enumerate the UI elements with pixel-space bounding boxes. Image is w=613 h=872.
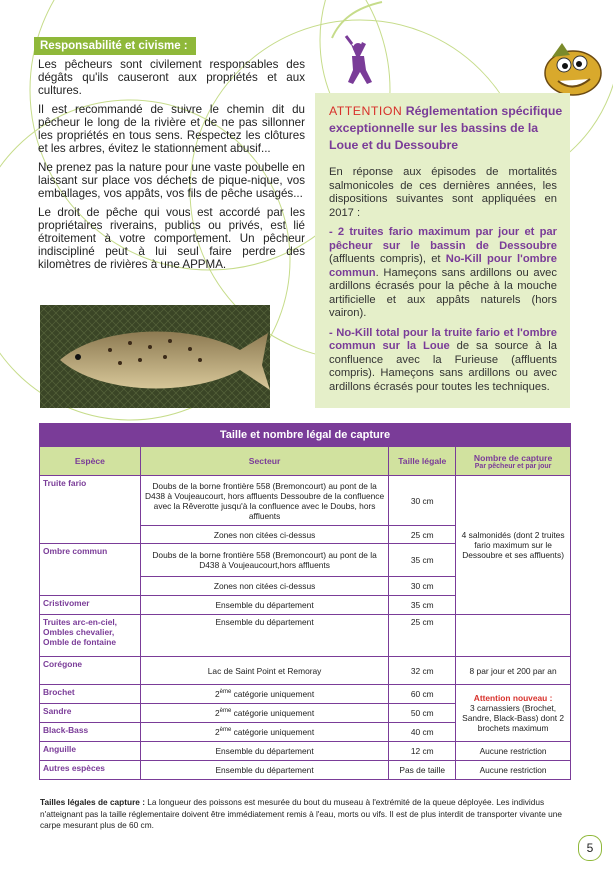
sector-cell: 2ème catégorie uniquement [140,723,388,742]
attention-item-1: - 2 truites fario maximum par jour et par pêcheur sur le bassin de Dessoubre (affluents compris), et No-Kill pour l'ombre commun. Hameçons sans ardillons ou avec ardillons écrasés pour la pêche à la mouche artificielle et aux appâts naturels (hors vairon). [329,226,558,319]
header-secteur: Secteur [140,447,388,476]
quota-cell-empty [456,615,571,657]
size-cell: Pas de taille [389,761,456,780]
left-column-text [38,58,305,277]
fisherman-icon [320,0,390,92]
sector-cell: Ensemble du département [140,615,388,657]
sector-cell: 2ème catégorie uniquement [140,685,388,704]
quota-cell: Aucune restriction [456,761,571,780]
size-cell: 40 cm [389,723,456,742]
species-cell: Black-Bass [40,723,141,742]
paragraph: Il est recommandé de suivre le chemin dit du pêcheur le long de la rivière et de ne pas sillonner les propriétés en tous sens. Respectez les clôtures et les arbres, évitez le stationnement abusif... [38,103,305,155]
size-cell: 25 cm [389,615,456,657]
size-cell: 12 cm [389,742,456,761]
species-cell: Truites arc-en-ciel, Ombles chevalier, Omble de fontaine [40,615,141,657]
attention-intro: En réponse aux épisodes de mortalités salmonicoles de ces dernières années, les dispositions suivantes sont appliquées en 2017 : [329,166,557,219]
paragraph: Les pêcheurs sont civilement responsables des dégâts qu'ils causeront aux propriétés et aux cultures. [38,58,305,97]
header-taille: Taille légale [389,447,456,476]
section-heading: Responsabilité et civisme : [34,37,196,55]
attention-title [329,103,564,154]
size-cell: 30 cm [389,577,456,596]
species-cell: Autres espèces [40,761,141,780]
sector-cell: Doubs de la borne frontière 558 (Bremoncourt) au pont de la D438 à Voujeaucourt, hors affluents Dessoubre de la confluence avec la Rêverotte jusqu'à la confluence avec le Doubs, hors affluents [140,476,388,526]
sector-cell: Lac de Saint Point et Remoray [140,657,388,685]
species-cell: Anguille [40,742,141,761]
species-cell: Brochet [40,685,141,704]
header-nombre: Nombre de capture Par pêcheur et par jour [456,447,571,476]
species-cell: Sandre [40,704,141,723]
quota-cell: Aucune restriction [456,742,571,761]
trout-photo [40,305,270,408]
paragraph: Ne prenez pas la nature pour une vaste poubelle en laissant sur place vos déchets de pique-nique, vos emballages, vos appâts, vos fils de pêche usagés... [38,161,305,200]
sector-cell: 2ème catégorie uniquement [140,704,388,723]
quota-cell: 4 salmonidés (dont 2 truites fario maximum sur le Dessoubre et ses affluents) [456,476,571,615]
header-espece: Espèce [40,447,141,476]
footnote: Tailles légales de capture : La longueur des poissons est mesurée du bout du museau à l'extrémité de la queue déployée. Les individus n'atteignant pas la taille réglementaire doivent être immédiatement remis à l'eau, morts ou vifs. Il est de plus interdit de transporter vivante une carpe mesurant plus de 60 cm. [40,797,562,830]
size-cell: 60 cm [389,685,456,704]
table-title: Taille et nombre légal de capture [40,424,571,447]
attention-label: ATTENTION [329,104,403,118]
sector-cell: Doubs de la borne frontière 558 (Bremoncourt) au pont de la D438 à Voujeaucourt,hors affluents [140,544,388,577]
species-cell: Truite fario [40,476,141,544]
species-cell: Ombre commun [40,544,141,596]
species-cell: Corégone [40,657,141,685]
page-number: 5 [578,835,602,861]
attention-heading: Réglementation spécifique exceptionnelle sur les bassins de la Loue et du Dessoubre [329,104,563,152]
size-cell: 25 cm [389,526,456,544]
size-cell: 35 cm [389,596,456,615]
sector-cell: Ensemble du département [140,596,388,615]
size-cell: 50 cm [389,704,456,723]
sector-cell: Ensemble du département [140,761,388,780]
attention-item-2: - No-Kill total pour la truite fario et l'ombre commun sur la Loue de sa source à la confluence avec la Furieuse (affluents compris). Hameçons sans ardillons ou avec ardillons écrasés pour toutes les techniques. [329,326,558,393]
size-cell: 35 cm [389,544,456,577]
sector-cell: Zones non citées ci-dessus [140,526,388,544]
size-cell: 32 cm [389,657,456,685]
size-cell: 30 cm [389,476,456,526]
quota-cell: Attention nouveau : 3 carnassiers (Brochet, Sandre, Black-Bass) dont 2 brochets maximum [456,685,571,742]
species-cell: Cristivomer [40,596,141,615]
sector-cell: Zones non citées ci-dessus [140,577,388,596]
sector-cell: Ensemble du département [140,742,388,761]
paragraph: Le droit de pêche qui vous est accordé par les propriétaires riverains, publics ou privés, est lié étroitement à votre comportement. Un pêcheur indiscipliné peut à lui seul faire perdre des kilomètres de rivières à une APPMA. [38,206,305,271]
attention-body [329,166,557,400]
quota-cell: 8 par jour et 200 par an [456,657,571,685]
capture-table [39,423,571,780]
